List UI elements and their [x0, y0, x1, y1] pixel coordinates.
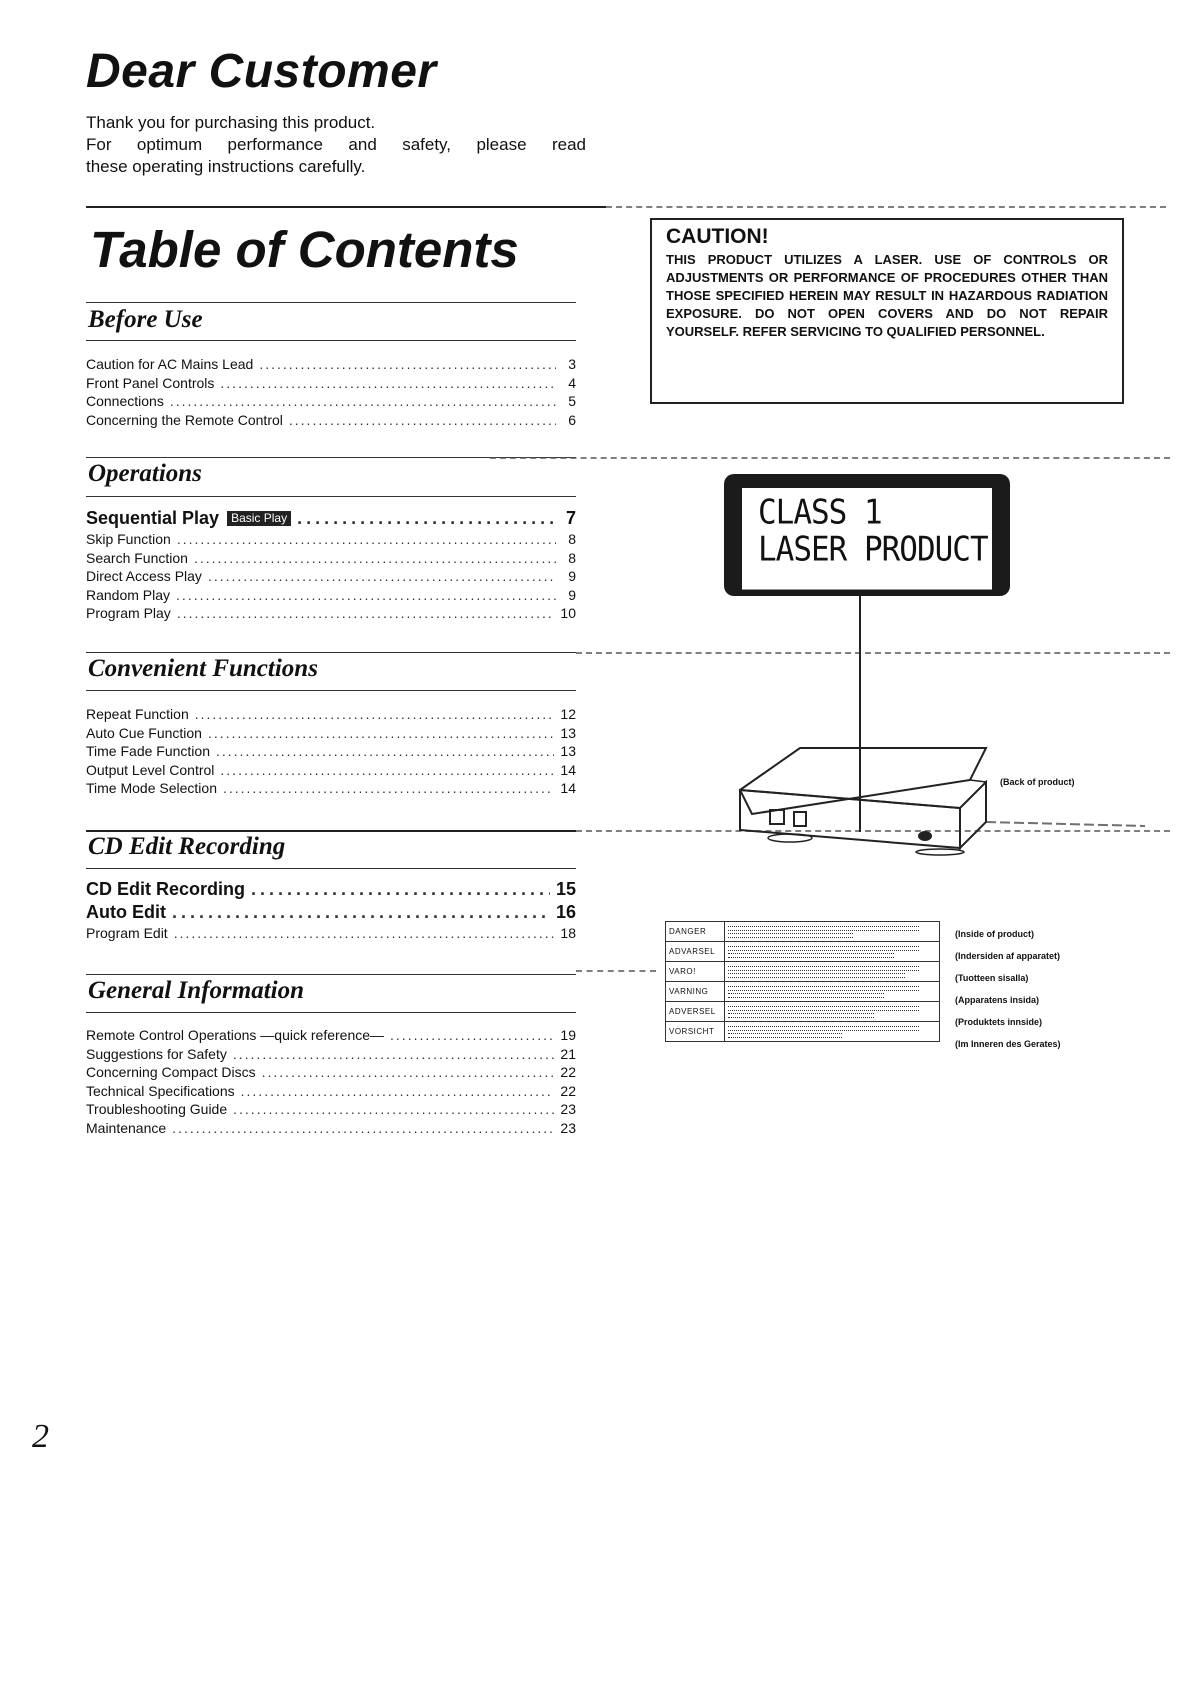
warning-lang: ADVERSEL — [666, 1002, 725, 1022]
warning-lang: DANGER — [666, 922, 725, 942]
entry-text: Connections — [86, 393, 164, 410]
connector-icon — [770, 810, 784, 824]
divider — [86, 206, 606, 208]
warning-label-table — [665, 921, 940, 1042]
entry-page: 16 — [555, 902, 576, 922]
toc-list-cd-edit-recording — [86, 878, 576, 943]
entry-text: Direct Access Play — [86, 568, 202, 585]
entry-text: Technical Specifications — [86, 1082, 235, 1099]
toc-entry[interactable] — [86, 586, 576, 605]
unit-side — [960, 782, 986, 848]
toc-entry[interactable] — [86, 549, 576, 568]
warning-captions — [955, 923, 1061, 1055]
toc-entry[interactable] — [86, 924, 576, 943]
toc-entry[interactable] — [86, 604, 576, 623]
toc-entry[interactable] — [86, 374, 576, 393]
toc-entry[interactable] — [86, 724, 576, 743]
entry-text: Output Level Control — [86, 761, 215, 778]
entry-text: CD Edit Recording — [86, 879, 246, 899]
entry-page: 5 — [568, 393, 576, 410]
intro-line-3: these operating instructions carefully. — [86, 157, 366, 176]
toc-entry[interactable] — [86, 530, 576, 549]
caution-box — [650, 218, 1124, 404]
section-title-cd-edit-recording: CD Edit Recording — [88, 833, 286, 860]
entry-page: 14 — [560, 761, 576, 778]
toc-entry[interactable] — [86, 761, 576, 780]
warning-row — [666, 922, 940, 942]
entry-page: 6 — [568, 411, 576, 428]
entry-page: 13 — [560, 724, 576, 741]
warning-caption: (Inside of product) — [955, 929, 1034, 939]
entry-text: Caution for AC Mains Lead — [86, 356, 254, 372]
entry-text: Repeat Function — [86, 706, 189, 722]
laser-label-line-1: CLASS 1 — [758, 493, 882, 533]
section-rule — [86, 830, 576, 832]
toc-entry[interactable] — [86, 1100, 576, 1119]
toc-entry[interactable] — [86, 1082, 576, 1101]
toc-entry[interactable] — [86, 1026, 576, 1045]
toc-entry[interactable] — [86, 392, 576, 411]
toc-list-general-information — [86, 1026, 576, 1138]
warning-row — [666, 962, 940, 982]
caution-body: THIS PRODUCT UTILIZES A LASER. USE OF CONTROLS OR ADJUSTMENTS OR PERFORMANCE OF PROCEDURES OTHER THAN THOSE SPECIFIED HEREIN MAY RESULT IN HAZARDOUS RADIATION EXPOSURE. DO NOT OPEN COVERS AND DO NOT REPAIR YOURSELF. REFER SERVICING TO QUALIFIED PERSONNEL. — [666, 252, 1108, 339]
entry-page: 14 — [560, 780, 576, 797]
toc-entry[interactable] — [86, 1063, 576, 1082]
entry-text: Search Function — [86, 549, 188, 566]
entry-text: Concerning Compact Discs — [86, 1064, 256, 1081]
entry-text: Auto Cue Function — [86, 724, 202, 741]
warning-row — [666, 982, 940, 1002]
warning-lang: VARNING — [666, 982, 725, 1002]
dear-customer-title: Dear Customer — [86, 45, 437, 98]
toc-list-convenient-functions — [86, 705, 576, 798]
caution-title: CAUTION! — [666, 225, 769, 248]
entry-page: 12 — [560, 706, 576, 722]
toc-entry[interactable] — [86, 355, 576, 374]
entry-page: 22 — [560, 1064, 576, 1081]
entry-text: Front Panel Controls — [86, 374, 215, 391]
entry-text: Program Play — [86, 605, 171, 622]
section-rule — [86, 496, 576, 497]
basic-play-badge: Basic Play — [227, 511, 291, 526]
entry-text: Maintenance — [86, 1119, 167, 1136]
entry-text: Time Fade Function — [86, 743, 210, 760]
section-title-operations: Operations — [88, 460, 202, 487]
warning-row — [666, 1022, 940, 1042]
unit-foot — [768, 834, 812, 842]
toc-entry[interactable] — [86, 779, 576, 798]
entry-page: 22 — [560, 1082, 576, 1099]
entry-page: 19 — [560, 1027, 576, 1043]
unit-knob — [918, 831, 932, 841]
entry-text: Skip Function — [86, 531, 171, 547]
toc-entry[interactable] — [86, 901, 576, 924]
entry-text: Random Play — [86, 586, 171, 603]
product-back-illustration — [730, 596, 1150, 856]
entry-page: 15 — [555, 879, 576, 899]
entry-page: 23 — [560, 1119, 576, 1136]
divider — [490, 457, 1170, 459]
entry-page: 4 — [568, 374, 576, 391]
intro-line-2: For optimum performance and safety, please read — [86, 135, 586, 154]
warning-row — [666, 1002, 940, 1022]
section-rule — [86, 652, 576, 653]
entry-page: 21 — [560, 1045, 576, 1062]
toc-entry[interactable] — [86, 878, 576, 901]
entry-text: Remote Control Operations —quick reference— — [86, 1027, 385, 1043]
section-rule — [86, 868, 576, 869]
entry-page: 9 — [568, 586, 576, 603]
toc-entry[interactable] — [86, 411, 576, 430]
section-rule — [86, 340, 576, 341]
entry-text: Concerning the Remote Control — [86, 411, 283, 428]
entry-page: 23 — [560, 1101, 576, 1118]
warning-caption: (Indersiden af apparatet) — [955, 951, 1061, 961]
section-title-general-information: General Information — [88, 977, 305, 1004]
entry-page: 10 — [560, 605, 576, 622]
section-title-convenient-functions: Convenient Functions — [88, 655, 318, 682]
toc-entry[interactable] — [86, 507, 576, 530]
entry-text: Suggestions for Safety — [86, 1045, 227, 1062]
unit-foot — [916, 849, 964, 855]
section-rule — [86, 974, 576, 975]
entry-page: 8 — [568, 531, 576, 547]
page-number: 2 — [32, 1418, 49, 1455]
entry-text: Auto Edit — [86, 902, 166, 922]
toc-entry[interactable] — [86, 1045, 576, 1064]
back-of-product-caption: (Back of product) — [1000, 777, 1075, 787]
warning-lang: VORSICHT — [666, 1022, 725, 1042]
entry-page: 8 — [568, 549, 576, 566]
section-rule — [86, 1012, 576, 1013]
section-rule — [86, 690, 576, 691]
class-1-laser-label — [724, 474, 1010, 596]
warning-caption: (Apparatens insida) — [955, 995, 1040, 1005]
warning-caption: (Tuotteen sisalla) — [955, 973, 1029, 983]
divider — [606, 206, 1166, 208]
connector-icon — [794, 812, 806, 826]
entry-text: Troubleshooting Guide — [86, 1101, 228, 1118]
toc-entry[interactable] — [86, 705, 576, 724]
entry-text: Sequential Play — [86, 508, 220, 528]
warning-caption: (Produktets innside) — [955, 1017, 1043, 1027]
entry-text: Time Mode Selection — [86, 780, 217, 797]
toc-entry[interactable] — [86, 742, 576, 761]
entry-page: 7 — [565, 508, 576, 528]
entry-page: 18 — [560, 925, 576, 941]
entry-page: 9 — [568, 568, 576, 585]
intro-text — [86, 112, 586, 178]
unit-top — [740, 748, 986, 814]
entry-text: Program Edit — [86, 925, 168, 941]
toc-list-before-use — [86, 355, 576, 429]
warning-row — [666, 942, 940, 962]
warning-caption: (Im Inneren des Gerates) — [955, 1039, 1061, 1049]
entry-page: 3 — [568, 356, 576, 372]
toc-title: Table of Contents — [90, 221, 519, 278]
section-rule — [86, 302, 576, 303]
laser-label-line-2: LASER PRODUCT — [758, 530, 988, 569]
toc-entry[interactable] — [86, 1119, 576, 1138]
warning-lang: VARO! — [666, 962, 725, 982]
warning-lang: ADVARSEL — [666, 942, 725, 962]
entry-page: 13 — [560, 743, 576, 760]
toc-list-operations — [86, 507, 576, 623]
intro-line-1: Thank you for purchasing this product. — [86, 113, 376, 132]
section-title-before-use: Before Use — [88, 306, 203, 333]
toc-entry[interactable] — [86, 567, 576, 586]
divider — [576, 970, 656, 972]
